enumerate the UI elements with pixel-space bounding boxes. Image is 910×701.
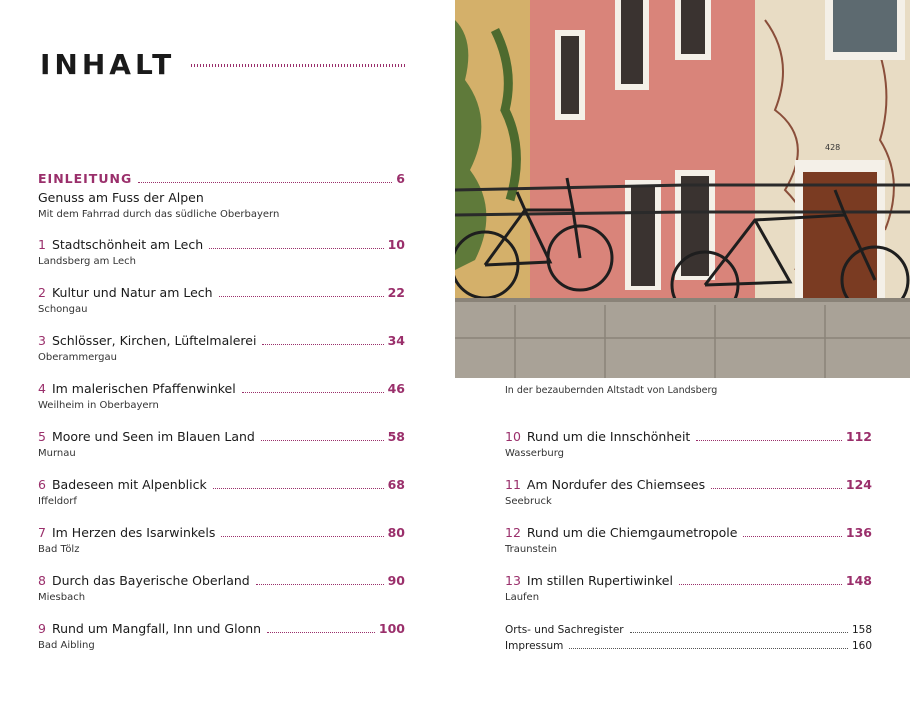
toc-entry[interactable] bbox=[38, 381, 405, 411]
entry-place: Schongau bbox=[38, 304, 88, 315]
toc-entry[interactable] bbox=[38, 621, 405, 651]
dot-leader bbox=[221, 536, 383, 537]
entry-place: Bad Aibling bbox=[38, 640, 95, 651]
title-rule bbox=[191, 64, 405, 67]
entry-page: 136 bbox=[845, 525, 872, 540]
entry-title: Im Herzen des Isarwinkels bbox=[51, 525, 216, 540]
entry-page: 46 bbox=[387, 381, 405, 396]
entry-place: Seebruck bbox=[505, 496, 552, 507]
entry-number: 7 bbox=[38, 525, 46, 540]
entry-place: Wasserburg bbox=[505, 448, 565, 459]
entry-title: Am Nordufer des Chiemsees bbox=[526, 477, 706, 492]
toc-entry[interactable] bbox=[38, 237, 405, 267]
dot-leader bbox=[696, 440, 842, 441]
entry-number: 1 bbox=[38, 237, 46, 252]
toc-entry[interactable] bbox=[38, 525, 405, 555]
photo-illustration bbox=[455, 0, 910, 378]
entry-title: Kultur und Natur am Lech bbox=[51, 285, 213, 300]
dot-leader bbox=[261, 440, 384, 441]
appendix-entry[interactable] bbox=[505, 624, 872, 636]
entry-place: Landsberg am Lech bbox=[38, 256, 136, 267]
entry-page: 90 bbox=[387, 573, 405, 588]
dot-leader bbox=[219, 296, 384, 297]
toc-entry[interactable] bbox=[38, 333, 405, 363]
entry-title: Badeseen mit Alpenblick bbox=[51, 477, 207, 492]
entry-number: 9 bbox=[38, 621, 46, 636]
dot-leader bbox=[569, 648, 848, 649]
page-title: INHALT bbox=[40, 48, 176, 81]
dot-leader bbox=[138, 182, 392, 183]
toc-entry[interactable] bbox=[505, 429, 872, 459]
toc-entry[interactable] bbox=[505, 525, 872, 555]
entry-number: 12 bbox=[505, 525, 521, 540]
entry-number: 8 bbox=[38, 573, 46, 588]
door-number: 428 bbox=[825, 143, 841, 152]
entry-place: Traunstein bbox=[505, 544, 557, 555]
entry-number: 5 bbox=[38, 429, 46, 444]
entry-title: Rund um die Chiemgaumetropole bbox=[526, 525, 738, 540]
entry-page: 112 bbox=[845, 429, 872, 444]
dot-leader bbox=[209, 248, 383, 249]
entry-title: Schlösser, Kirchen, Lüftelmalerei bbox=[51, 333, 257, 348]
entry-title: Durch das Bayerische Oberland bbox=[51, 573, 250, 588]
entry-title: Moore und Seen im Blauen Land bbox=[51, 429, 255, 444]
entry-place: Weilheim in Oberbayern bbox=[38, 400, 159, 411]
intro-subtitle: Mit dem Fahrrad durch das südliche Oberbayern bbox=[38, 209, 280, 220]
appendix-title: Impressum bbox=[505, 640, 564, 652]
entry-title: Im malerischen Pfaffenwinkel bbox=[51, 381, 236, 396]
entry-place: Bad Tölz bbox=[38, 544, 80, 555]
toc-entry[interactable] bbox=[38, 285, 405, 315]
entry-page: 100 bbox=[378, 621, 405, 636]
entry-page: 148 bbox=[845, 573, 872, 588]
dot-leader bbox=[711, 488, 842, 489]
photo-caption: In der bezaubernden Altstadt von Landsberg bbox=[505, 385, 718, 396]
dot-leader bbox=[267, 632, 375, 633]
entry-number: 13 bbox=[505, 573, 521, 588]
entry-page: 58 bbox=[387, 429, 405, 444]
entry-page: 10 bbox=[387, 237, 405, 252]
entry-title: Stadtschönheit am Lech bbox=[51, 237, 204, 252]
intro-page: 6 bbox=[396, 171, 405, 186]
entry-page: 34 bbox=[387, 333, 405, 348]
entry-page: 80 bbox=[387, 525, 405, 540]
toc-entry[interactable] bbox=[38, 429, 405, 459]
entry-place: Iffeldorf bbox=[38, 496, 77, 507]
dot-leader bbox=[256, 584, 384, 585]
dot-leader bbox=[679, 584, 842, 585]
entry-page: 124 bbox=[845, 477, 872, 492]
toc-entry[interactable] bbox=[38, 477, 405, 507]
entry-number: 11 bbox=[505, 477, 521, 492]
dot-leader bbox=[213, 488, 384, 489]
entry-page: 68 bbox=[387, 477, 405, 492]
intro-title: Genuss am Fuss der Alpen bbox=[38, 190, 204, 205]
toc-entry[interactable] bbox=[505, 477, 872, 507]
photo-landsberg-old-town bbox=[455, 0, 910, 378]
appendix-entry[interactable] bbox=[505, 640, 872, 652]
entry-page: 22 bbox=[387, 285, 405, 300]
dot-leader bbox=[242, 392, 384, 393]
toc-intro[interactable] bbox=[38, 171, 405, 220]
entry-title: Rund um Mangfall, Inn und Glonn bbox=[51, 621, 262, 636]
entry-title: Im stillen Rupertiwinkel bbox=[526, 573, 673, 588]
intro-label: EINLEITUNG bbox=[38, 171, 133, 186]
entry-place: Miesbach bbox=[38, 592, 86, 603]
entry-number: 3 bbox=[38, 333, 46, 348]
dot-leader bbox=[630, 632, 848, 633]
toc-entry[interactable] bbox=[505, 573, 872, 603]
dot-leader bbox=[262, 344, 383, 345]
entry-title: Rund um die Innschönheit bbox=[526, 429, 691, 444]
entry-number: 4 bbox=[38, 381, 46, 396]
entry-number: 2 bbox=[38, 285, 46, 300]
entry-place: Oberammergau bbox=[38, 352, 117, 363]
entry-place: Murnau bbox=[38, 448, 76, 459]
appendix-page: 158 bbox=[851, 624, 872, 636]
dot-leader bbox=[743, 536, 841, 537]
appendix-page: 160 bbox=[851, 640, 872, 652]
entry-place: Laufen bbox=[505, 592, 540, 603]
appendix-title: Orts- und Sachregister bbox=[505, 624, 624, 636]
toc-entry[interactable] bbox=[38, 573, 405, 603]
entry-number: 10 bbox=[505, 429, 521, 444]
entry-number: 6 bbox=[38, 477, 46, 492]
